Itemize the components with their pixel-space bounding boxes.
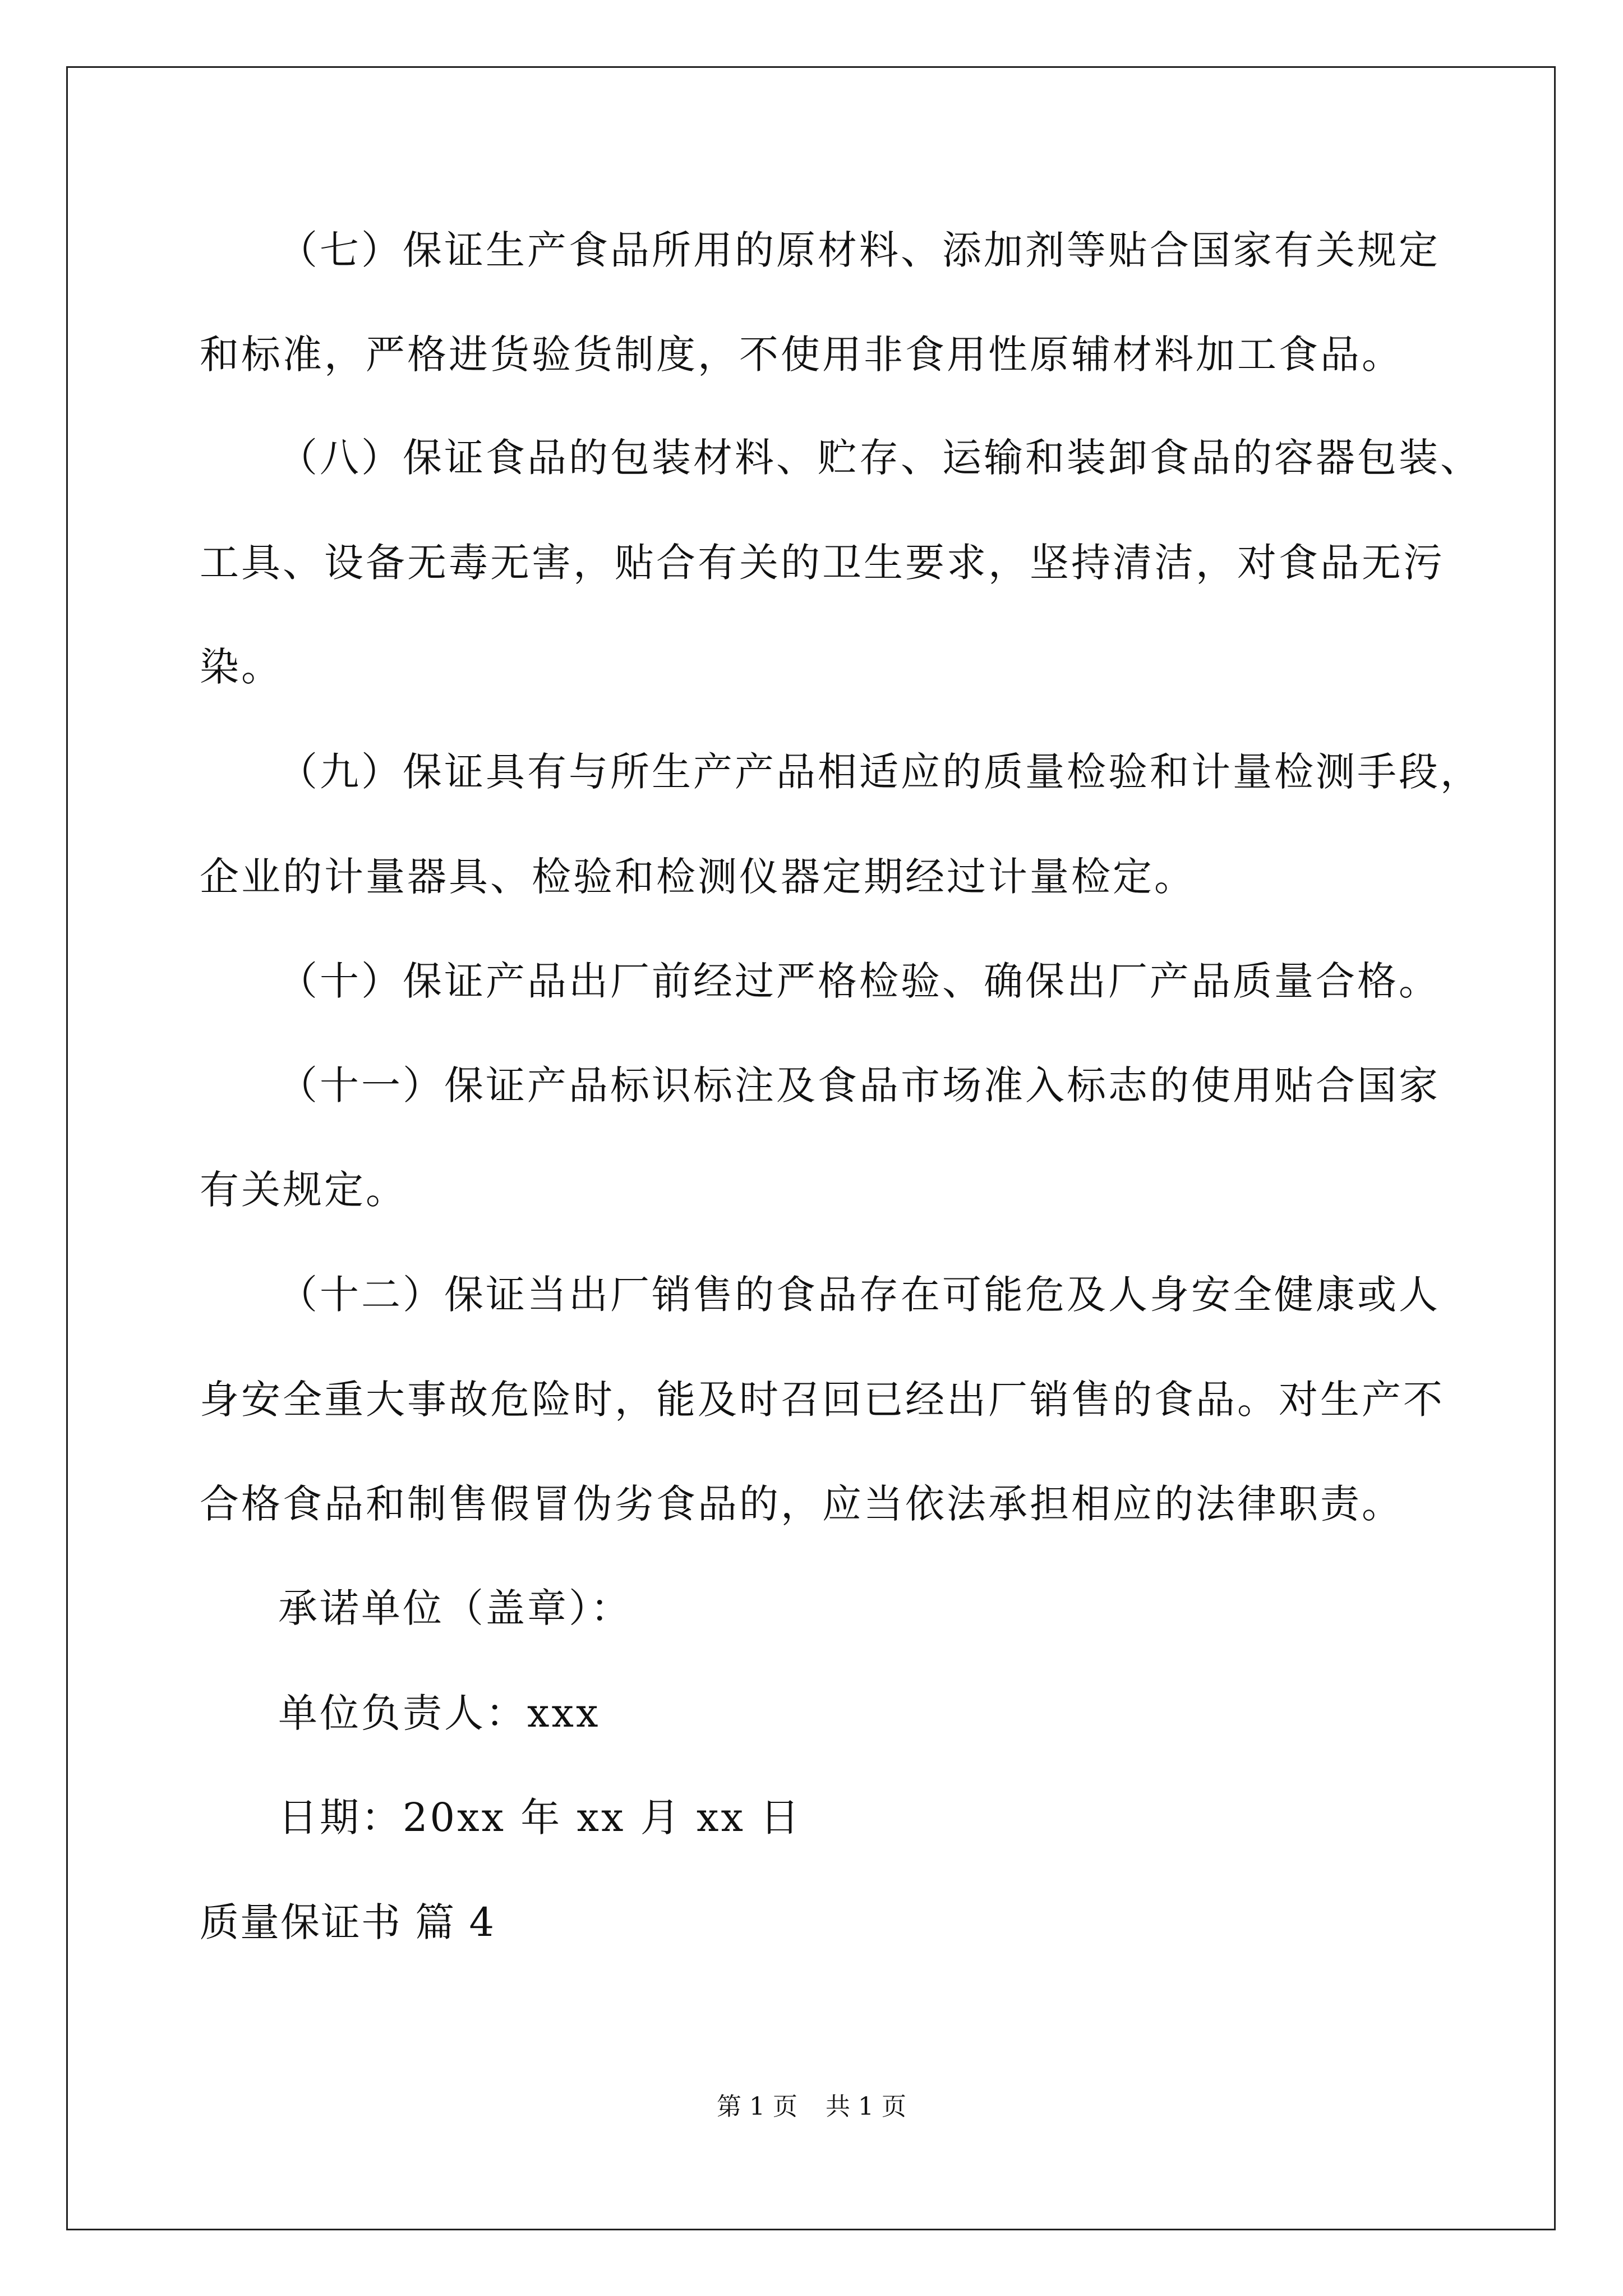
paragraph-10-line-1: （十）保证产品出厂前经过严格检验、确保出厂产品质量合格。 [278, 958, 1440, 1004]
paragraph-7-line-1: （七）保证生产食品所用的原材料、添加剂等贴合国家有关规定 [278, 227, 1440, 273]
section-heading: 质量保证书 篇 4 [200, 1899, 496, 1945]
paragraph-12-line-1: （十二）保证当出厂销售的食品存在可能危及人身安全健康或人 [278, 1272, 1440, 1318]
total-pages: 共 1 页 [826, 2092, 906, 2121]
signature-person-line: 单位负责人：xxx [278, 1690, 601, 1736]
paragraph-8-line-1: （八）保证食品的包装材料、贮存、运输和装卸食品的容器包装、 [278, 435, 1482, 481]
paragraph-8-line-2: 工具、设备无毒无害，贴合有关的卫生要求，坚持清洁，对食品无污 [200, 540, 1445, 586]
paragraph-11-line-2: 有关规定。 [200, 1167, 407, 1213]
paragraph-9-line-1: （九）保证具有与所生产产品相适应的质量检验和计量检测手段， [278, 749, 1482, 795]
paragraph-12-line-2: 身安全重大事故危险时，能及时召回已经出厂销售的食品。对生产不 [200, 1377, 1445, 1423]
page-footer [0, 2091, 1623, 2123]
paragraph-12-line-3: 合格食品和制售假冒伪劣食品的，应当依法承担相应的法律职责。 [200, 1481, 1403, 1527]
signature-unit-line: 承诺单位（盖章）： [278, 1585, 632, 1631]
paragraph-7-line-2: 和标准，严格进货验货制度，不使用非食用性原辅材料加工食品。 [200, 332, 1403, 378]
signature-date-line: 日期：20xx 年 xx 月 xx 日 [278, 1795, 802, 1841]
paragraph-11-line-1: （十一）保证产品标识标注及食品市场准入标志的使用贴合国家 [278, 1062, 1440, 1108]
paragraph-9-line-2: 企业的计量器具、检验和检测仪器定期经过计量检定。 [200, 854, 1196, 900]
page-number: 第 1 页 [717, 2092, 797, 2121]
paragraph-8-line-3: 染。 [200, 644, 283, 690]
